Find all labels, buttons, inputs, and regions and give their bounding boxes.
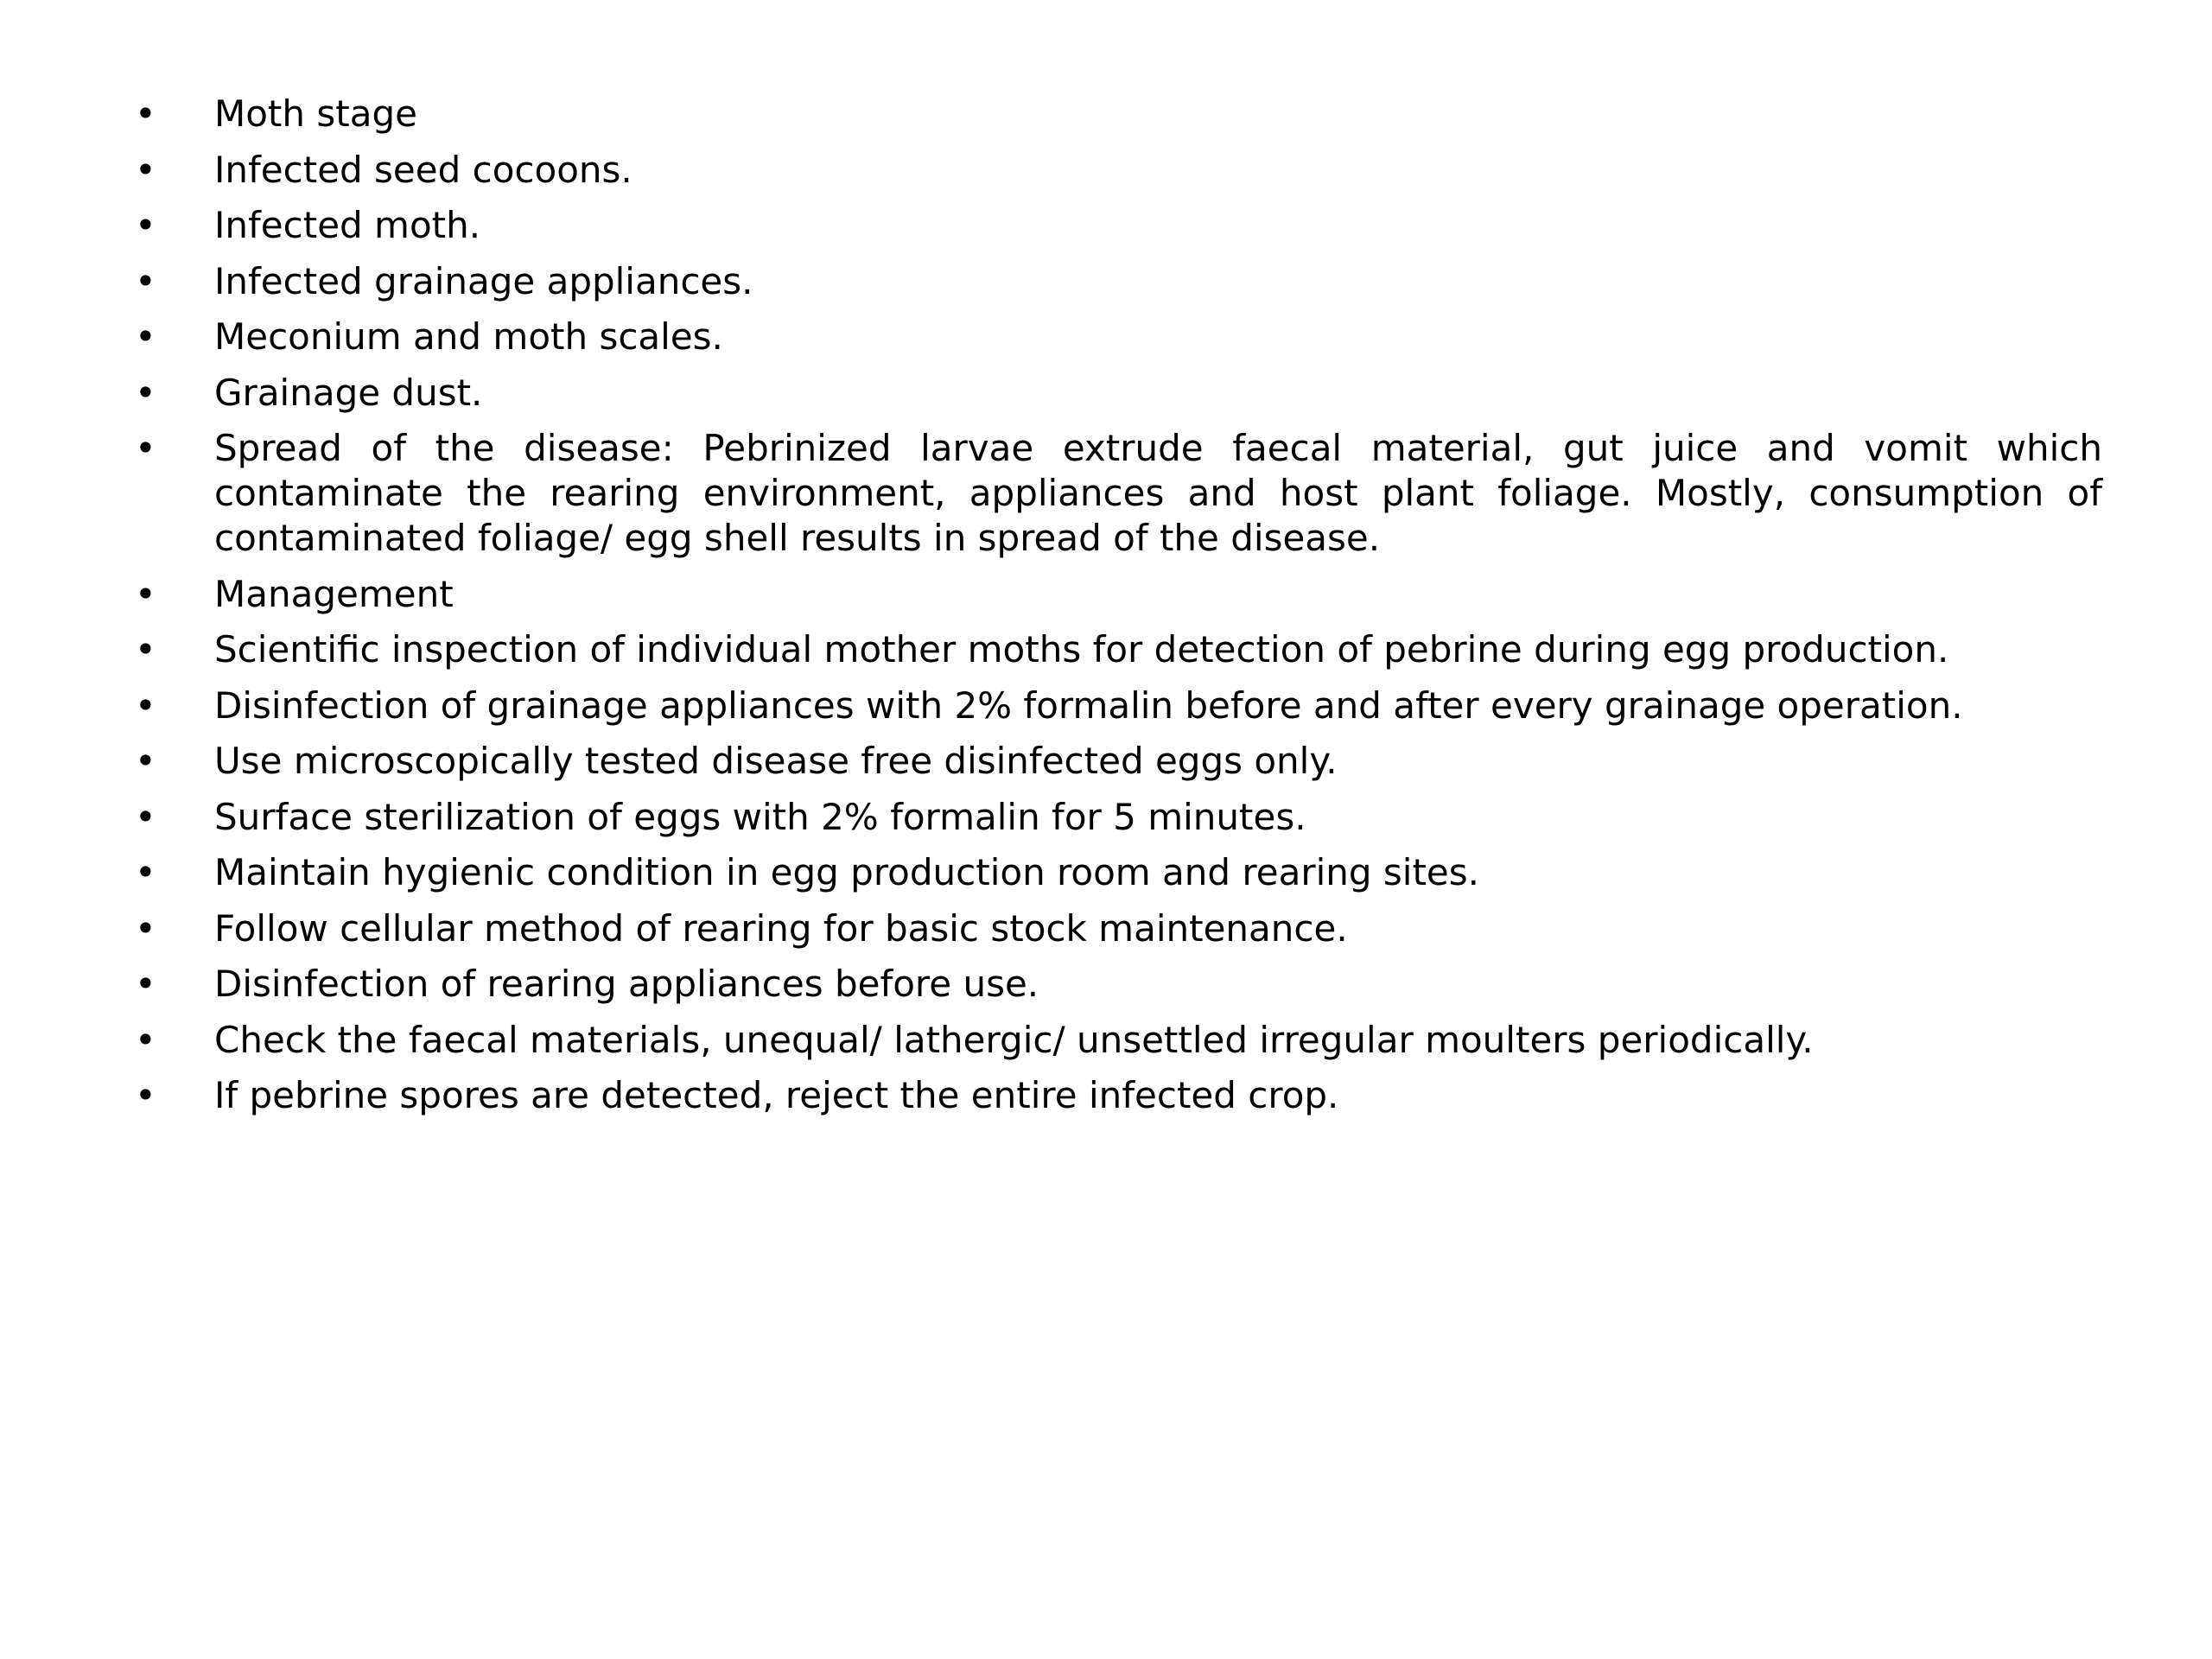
bullet-icon: • (135, 906, 156, 950)
bullet-icon: • (135, 683, 156, 727)
bullet-icon: • (135, 371, 156, 414)
list-item (128, 259, 2102, 304)
bullet-icon: • (135, 92, 156, 135)
bullet-icon: • (135, 427, 156, 469)
bullet-icon: • (135, 204, 156, 246)
list-item-text: Infected seed cocoons. (214, 148, 632, 191)
list-item-text: Management (214, 572, 454, 615)
bullet-icon: • (135, 315, 156, 358)
list-item (128, 203, 2102, 248)
bullet-icon: • (135, 572, 156, 615)
list-item (128, 572, 2102, 617)
list-item (128, 371, 2102, 416)
list-item-text: If pebrine spores are detected, reject the entire infected crop. (214, 1074, 1339, 1116)
bullet-icon: • (135, 259, 156, 302)
bullet-icon: • (135, 963, 156, 1005)
list-item (128, 627, 2102, 672)
list-item-text: Maintain hygienic condition in egg production room and rearing sites. (214, 851, 1479, 893)
list-item-text: Spread of the disease: Pebrinized larvae extrude faecal material, gut juice and vomit which contaminate the rearing environment, appliances and host plant foliage. Mostly, consumption of contaminated foliage/ egg shell results in spread of the disease. (214, 427, 2102, 559)
list-item-text: Follow cellular method of rearing for basic stock maintenance. (214, 906, 1348, 950)
bullet-icon: • (135, 851, 156, 893)
list-item-text: Infected moth. (214, 204, 481, 246)
list-item (128, 739, 2102, 784)
bullet-icon: • (135, 740, 156, 782)
bullet-icon: • (135, 795, 156, 838)
list-item (128, 962, 2102, 1007)
list-item-text: Use microscopically tested disease free disinfected eggs only. (214, 740, 1338, 782)
list-item-text: Check the faecal materials, unequal/ lathergic/ unsettled irregular moulters periodically. (214, 1018, 1814, 1061)
list-item (128, 683, 2102, 728)
list-item (128, 1073, 2102, 1118)
bullet-icon: • (135, 628, 156, 671)
list-item-text: Scientific inspection of individual mother moths for detection of pebrine during egg production. (214, 628, 1949, 671)
list-item-text: Moth stage (214, 92, 417, 135)
list-item (128, 315, 2102, 359)
list-item (128, 1018, 2102, 1063)
bullet-icon: • (135, 148, 156, 191)
list-item (128, 850, 2102, 895)
list-item-text: Infected grainage appliances. (214, 259, 753, 302)
list-item (128, 906, 2102, 951)
bullet-icon: • (135, 1074, 156, 1116)
list-item-text: Grainage dust. (214, 371, 483, 414)
list-item (128, 148, 2102, 193)
bullet-list (128, 92, 2102, 1129)
list-item-text: Surface sterilization of eggs with 2% formalin for 5 minutes. (214, 795, 1306, 838)
list-item-text: Disinfection of grainage appliances with 2% formalin before and after every grainage operation. (214, 683, 1963, 727)
list-item (128, 795, 2102, 840)
list-item-text: Meconium and moth scales. (214, 315, 723, 358)
list-item (128, 426, 2102, 561)
list-item-text: Disinfection of rearing appliances before use. (214, 963, 1039, 1005)
list-item (128, 92, 2102, 137)
bullet-icon: • (135, 1018, 156, 1061)
